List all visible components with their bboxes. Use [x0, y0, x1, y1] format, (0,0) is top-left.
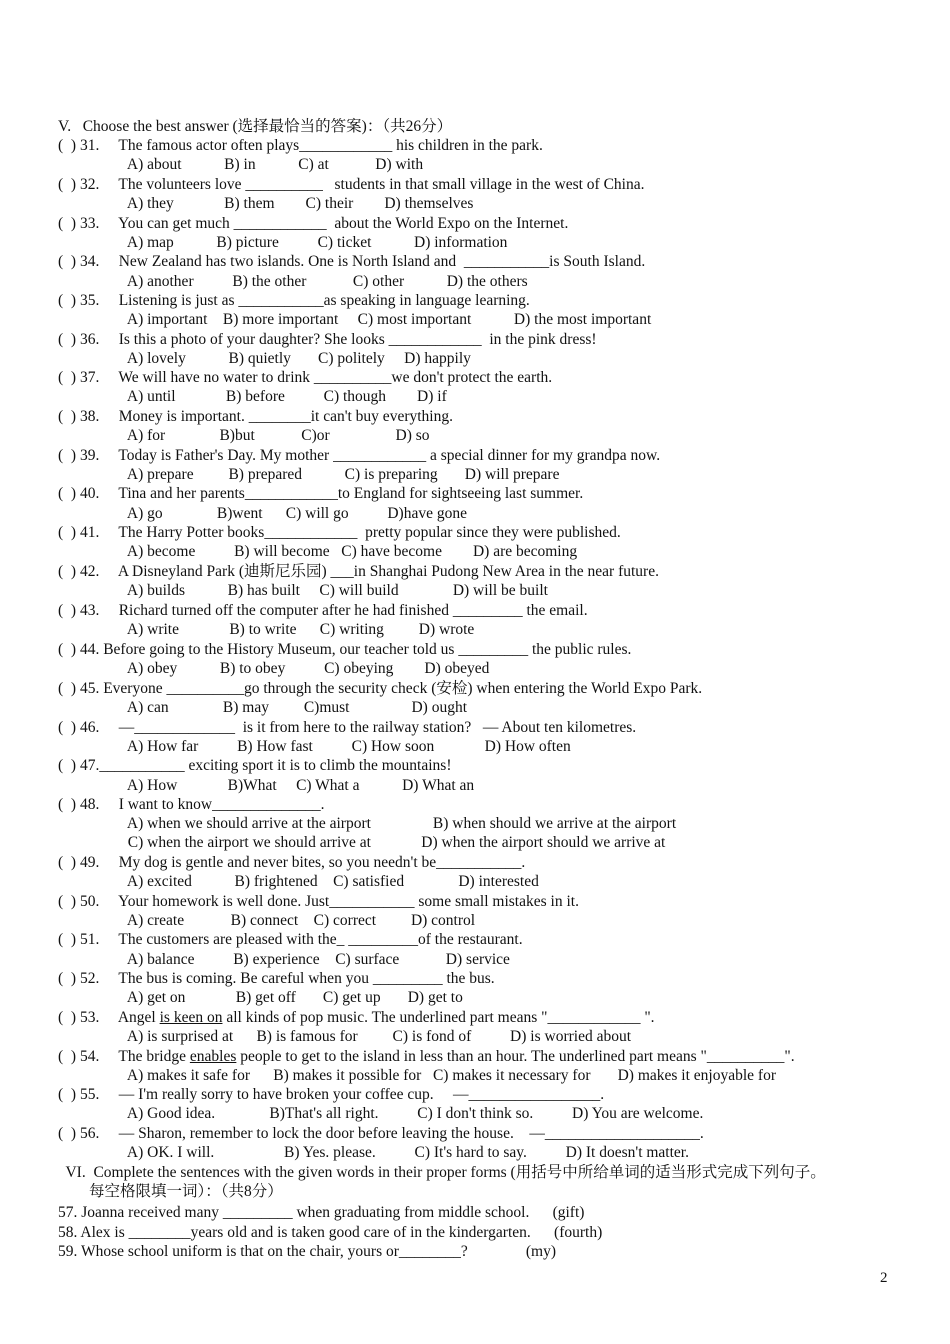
question-54-prefix: ( ) 54. The bridge	[58, 1048, 190, 1065]
options-39: A) prepare B) prepared C) is preparing D) will prepare	[58, 466, 560, 483]
underlined-phrase: is keen on	[159, 1009, 223, 1026]
question-36: ( ) 36. Is this a photo of your daughter? She looks ____________ in the pink dress!	[58, 331, 597, 348]
options-55: A) Good idea. B)That's all right. C) I don't think so. D) You are welcome.	[58, 1105, 704, 1122]
question-46: ( ) 46. —_____________ is it from here to the railway station? — About ten kilometres.	[58, 719, 637, 736]
question-59: 59. Whose school uniform is that on the chair, yours or________? (my)	[58, 1243, 557, 1260]
question-42: ( ) 42. A Disneyland Park (迪斯尼乐园) ___in Shanghai Pudong New Area in the near future.	[58, 563, 659, 580]
options-33: A) map B) picture C) ticket D) information	[58, 234, 508, 251]
question-41: ( ) 41. The Harry Potter books____________ pretty popular since they were published.	[58, 524, 621, 541]
options-51: A) balance B) experience C) surface D) service	[58, 951, 510, 968]
options-35: A) important B) more important C) most important D) the most important	[58, 311, 652, 328]
question-57: 57. Joanna received many _________ when graduating from middle school. (gift)	[58, 1204, 585, 1221]
question-54-suffix: people to get to the island in less than an hour. The underlined part means "__________".	[236, 1048, 795, 1065]
page-number: 2	[880, 1270, 888, 1286]
options-41: A) become B) will become C) have become D) are becoming	[58, 543, 578, 560]
options-38: A) for B)but C)or D) so	[58, 427, 430, 444]
question-50: ( ) 50. Your homework is well done. Just___________ some small mistakes in it.	[58, 893, 579, 910]
options-48-cd: C) when the airport we should arrive at D) when the airport should we arrive at	[58, 834, 666, 851]
question-33: ( ) 33. You can get much ____________ about the World Expo on the Internet.	[58, 215, 569, 232]
options-48-ab: A) when we should arrive at the airport B) when should we arrive at the airport	[58, 815, 677, 832]
options-46: A) How far B) How fast C) How soon D) How often	[58, 738, 571, 755]
question-38: ( ) 38. Money is important. ________it can't buy everything.	[58, 408, 453, 425]
question-51: ( ) 51. The customers are pleased with the_ _________of the restaurant.	[58, 931, 523, 948]
section-v-heading: V. Choose the best answer (选择最恰当的答案)：（共26分）	[58, 118, 453, 135]
question-53-prefix: ( ) 53. Angel	[58, 1009, 160, 1026]
question-44: ( ) 44. Before going to the History Museum, our teacher told us _________ the public rules.	[58, 641, 632, 658]
question-53	[58, 1008, 655, 1027]
question-47: ( ) 47.___________ exciting sport it is to climb the mountains!	[58, 757, 452, 774]
question-56: ( ) 56. — Sharon, remember to lock the door before leaving the house. —____________________.	[58, 1125, 704, 1142]
options-45: A) can B) may C)must D) ought	[58, 699, 468, 716]
section-vi-heading: VI. Complete the sentences with the given words in their proper forms (用括号中所给单词的适当形式完成下列句子。	[58, 1164, 826, 1181]
question-54	[58, 1047, 795, 1066]
options-53: A) is surprised at B) is famous for C) is fond of D) is worried about	[58, 1028, 632, 1045]
options-34: A) another B) the other C) other D) the others	[58, 273, 528, 290]
options-52: A) get on B) get off C) get up D) get to	[58, 989, 463, 1006]
options-50: A) create B) connect C) correct D) control	[58, 912, 476, 929]
question-48: ( ) 48. I want to know______________.	[58, 796, 325, 813]
options-40: A) go B)went C) will go D)have gone	[58, 505, 467, 522]
underlined-word: enables	[189, 1048, 237, 1065]
options-37: A) until B) before C) though D) if	[58, 388, 447, 405]
question-31: ( ) 31. The famous actor often plays____________ his children in the park.	[58, 137, 543, 154]
options-31: A) about B) in C) at D) with	[58, 156, 424, 173]
options-43: A) write B) to write C) writing D) wrote	[58, 621, 475, 638]
options-44: A) obey B) to obey C) obeying D) obeyed	[58, 660, 490, 677]
options-54: A) makes it safe for B) makes it possible for C) makes it necessary for D) makes it enjoyable for	[58, 1067, 776, 1084]
options-36: A) lovely B) quietly C) politely D) happily	[58, 350, 471, 367]
section-vi-heading-cont: 每空格限填一词）：（共8分）	[58, 1183, 283, 1200]
question-49: ( ) 49. My dog is gentle and never bites, so you needn't be___________.	[58, 854, 526, 871]
options-47: A) How B)What C) What a D) What an	[58, 777, 475, 794]
question-32: ( ) 32. The volunteers love __________ students in that small village in the west of China.	[58, 176, 645, 193]
question-55: ( ) 55. — I'm really sorry to have broken your coffee cup. —_________________.	[58, 1086, 605, 1103]
question-58: 58. Alex is ________years old and is taken good care of in the kindergarten. (fourth)	[58, 1224, 603, 1241]
options-42: A) builds B) has built C) will build D) will be built	[58, 582, 548, 599]
question-43: ( ) 43. Richard turned off the computer after he had finished _________ the email.	[58, 602, 588, 619]
question-40: ( ) 40. Tina and her parents____________to England for sightseeing last summer.	[58, 485, 584, 502]
question-35: ( ) 35. Listening is just as ___________as speaking in language learning.	[58, 292, 530, 309]
question-37: ( ) 37. We will have no water to drink __________we don't protect the earth.	[58, 369, 553, 386]
question-34: ( ) 34. New Zealand has two islands. One is North Island and ___________is South Island.	[58, 253, 646, 270]
question-45: ( ) 45. Everyone __________go through the security check (安检) when entering the World Expo Park.	[58, 680, 703, 697]
question-39: ( ) 39. Today is Father's Day. My mother ____________ a special dinner for my grandpa now.	[58, 447, 661, 464]
question-53-suffix: all kinds of pop music. The underlined part means "____________ ".	[222, 1009, 655, 1026]
options-32: A) they B) them C) their D) themselves	[58, 195, 474, 212]
options-56: A) OK. I will. B) Yes. please. C) It's hard to say. D) It doesn't matter.	[58, 1144, 689, 1161]
options-49: A) excited B) frightened C) satisfied D) interested	[58, 873, 539, 890]
question-52: ( ) 52. The bus is coming. Be careful when you _________ the bus.	[58, 970, 495, 987]
